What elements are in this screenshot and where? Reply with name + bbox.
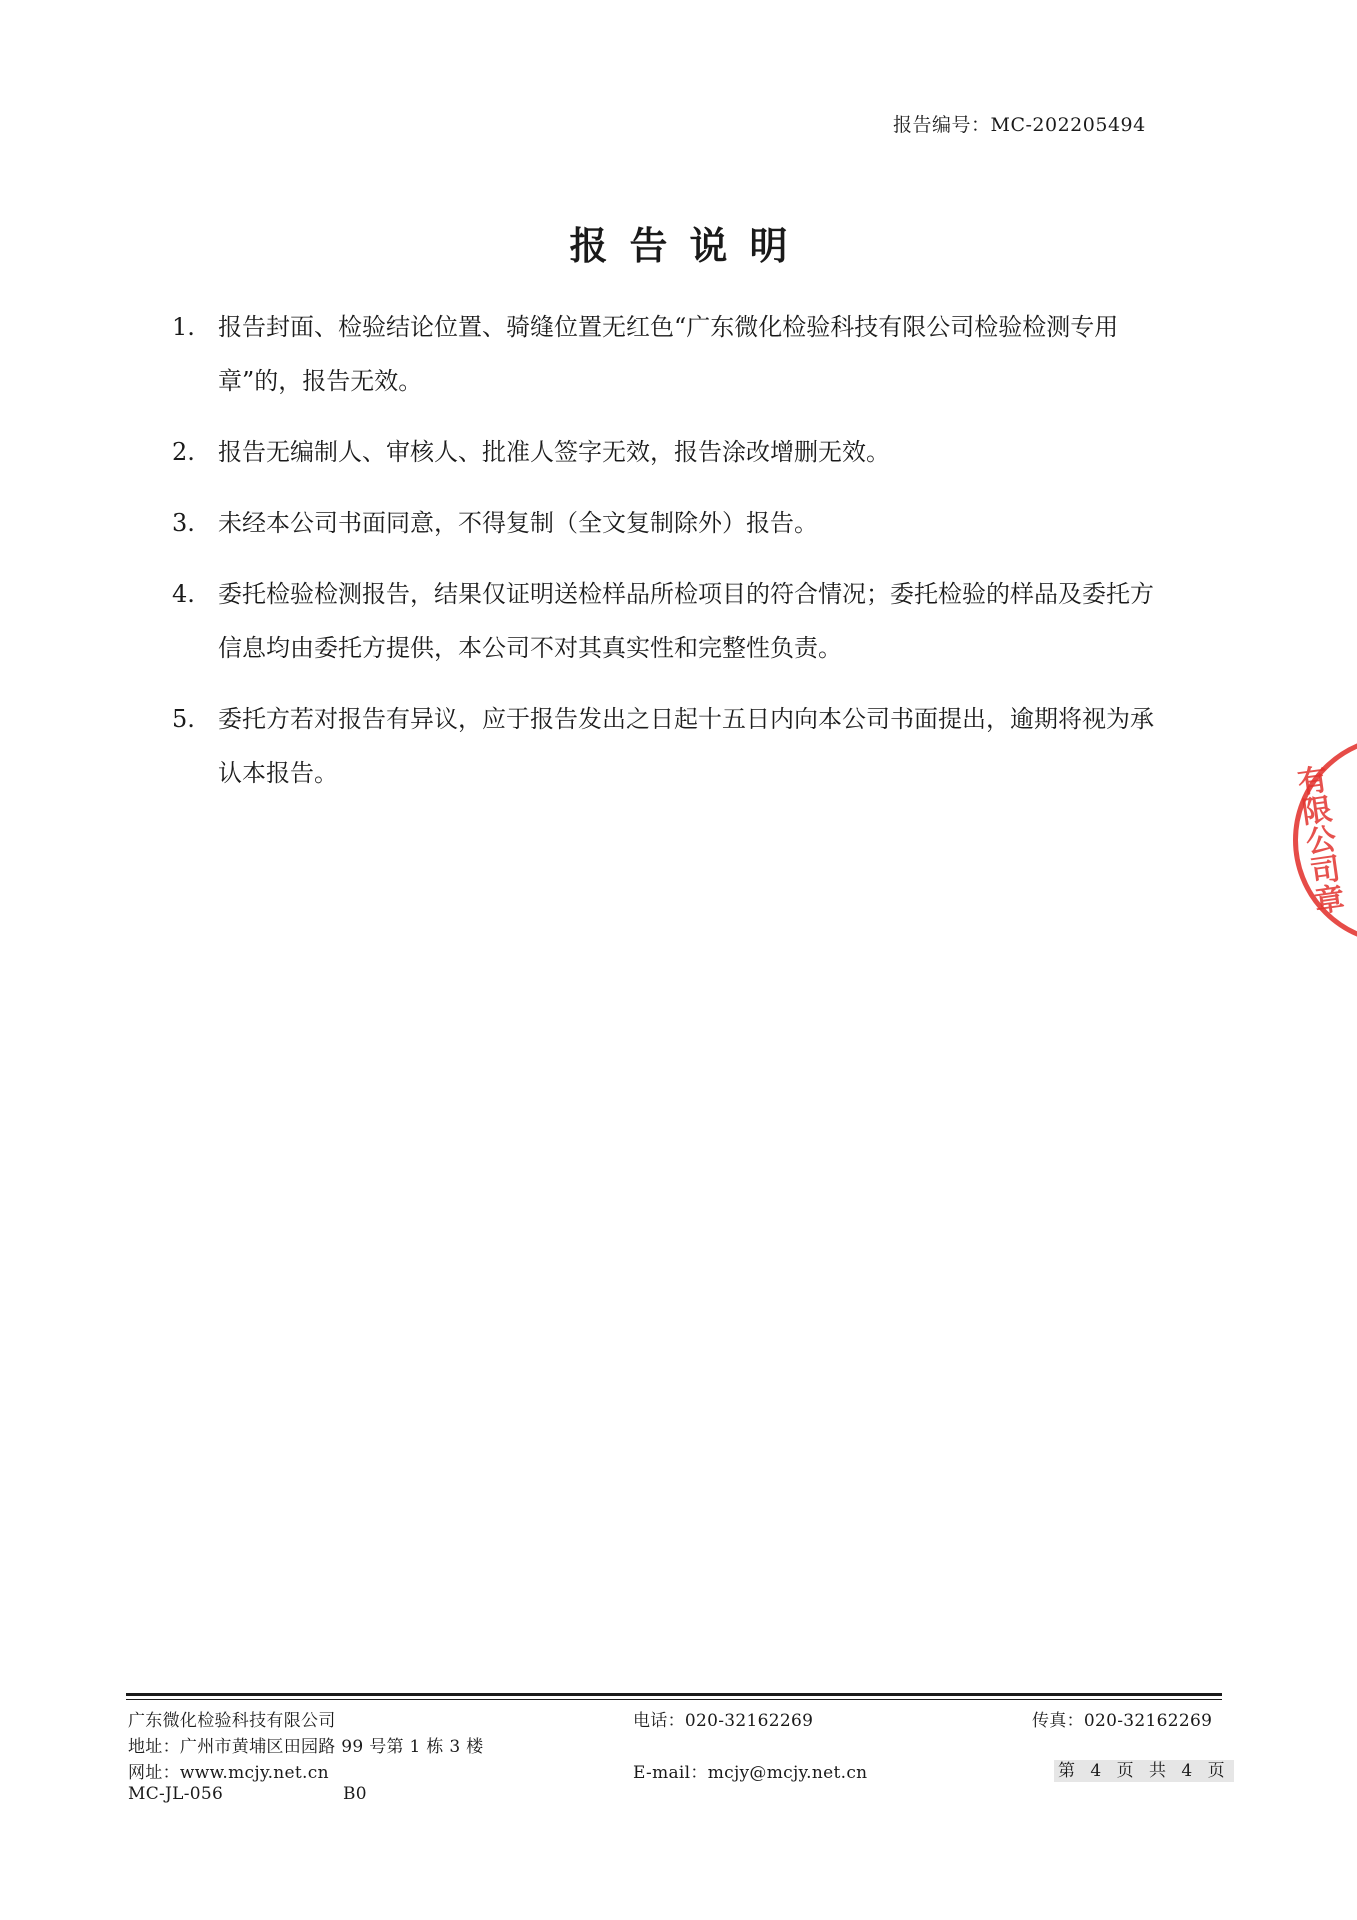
note-number: 2. xyxy=(172,438,195,466)
note-item xyxy=(172,567,1172,675)
footer-email: E-mail：mcjy@mcjy.net.cn xyxy=(633,1763,868,1783)
note-item xyxy=(172,692,1172,800)
note-number: 4. xyxy=(172,580,195,608)
footer-form-code: MC-JL-056 xyxy=(128,1784,224,1804)
report-number: 报告编号：MC-202205494 xyxy=(893,114,1146,136)
footer-company: 广东微化检验科技有限公司 xyxy=(128,1711,336,1731)
note-text: 委托检验检测报告，结果仅证明送检样品所检项目的符合情况；委托检验的样品及委托方信息均由委托方提供，本公司不对其真实性和完整性负责。 xyxy=(218,580,1154,662)
footer-phone: 电话：020-32162269 xyxy=(633,1711,814,1731)
footer-divider xyxy=(126,1693,1222,1696)
note-item xyxy=(172,496,1172,550)
note-text: 报告封面、检验结论位置、骑缝位置无红色“广东微化检验科技有限公司检验检测专用章”的，报告无效。 xyxy=(218,313,1119,395)
note-number: 1. xyxy=(172,313,195,341)
note-item xyxy=(172,425,1172,479)
footer-fax: 传真：020-32162269 xyxy=(1032,1711,1213,1731)
note-item xyxy=(172,300,1172,408)
notes-list xyxy=(172,300,1172,817)
footer-website: 网址：www.mcjy.net.cn xyxy=(128,1763,329,1783)
page-title: 报告说明 xyxy=(569,224,810,268)
note-text: 未经本公司书面同意，不得复制（全文复制除外）报告。 xyxy=(218,509,818,537)
note-text: 报告无编制人、审核人、批准人签字无效，报告涂改增删无效。 xyxy=(218,438,890,466)
footer-version: B0 xyxy=(343,1784,367,1804)
footer-address: 地址：广州市黄埔区田园路 99 号第 1 栋 3 楼 xyxy=(128,1737,484,1757)
footer-divider-thin xyxy=(126,1699,1222,1700)
seal-text: 有限公司章 xyxy=(1289,763,1346,917)
note-number: 5. xyxy=(172,705,195,733)
note-number: 3. xyxy=(172,509,195,537)
note-text: 委托方若对报告有异议，应于报告发出之日起十五日内向本公司书面提出，逾期将视为承认本报告。 xyxy=(218,705,1154,787)
page-indicator: 第 4 页 共 4 页 xyxy=(1054,1760,1234,1782)
footer-page-wrap xyxy=(1054,1756,1234,1781)
